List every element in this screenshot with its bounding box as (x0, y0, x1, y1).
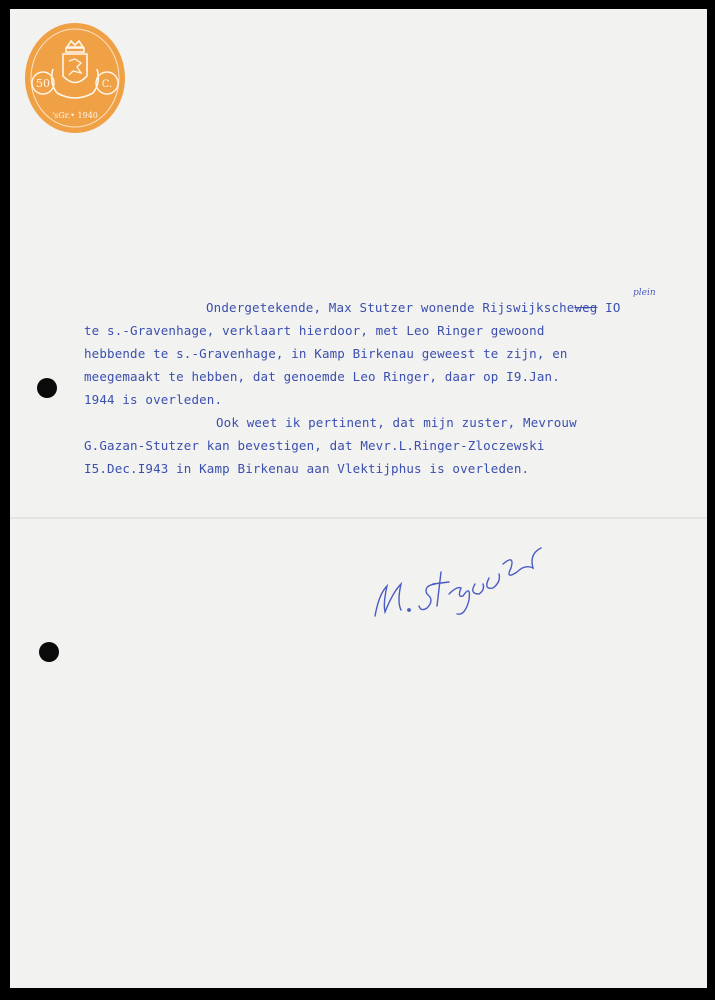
punch-hole-bottom (39, 642, 59, 662)
paragraph-1-line-5: 1944 is overleden. (84, 392, 223, 407)
paragraph-2-line-2: G.Gazan-Stutzer kan bevestigen, dat Mevr.L.Ringer-Zloczewski (84, 438, 545, 453)
handwritten-correction: plein (633, 288, 656, 298)
line-text: IO (597, 300, 621, 315)
signature (365, 524, 545, 634)
paragraph-2-line-3: I5.Dec.I943 in Kamp Birkenau aan Vlektijphus is overleden. (84, 461, 530, 476)
fold-line (10, 517, 707, 519)
stamp-caption: 'sGr.• 1940 (52, 111, 98, 120)
stamp-value: 50 (36, 77, 50, 90)
paragraph-1-line-3: hebbende te s.-Gravenhage, in Kamp Birkenau geweest te zijn, en (84, 346, 568, 361)
line-text: Ondergetekende, Max Stutzer wonende Rijswijksche (206, 300, 575, 315)
paragraph-1-line-2: te s.-Gravenhage, verklaart hierdoor, met Leo Ringer gewoond (84, 323, 545, 338)
punch-hole-top (37, 378, 57, 398)
struck-text: weg (574, 300, 598, 315)
revenue-stamp (23, 21, 127, 135)
paragraph-1-line-1 (206, 300, 621, 316)
paragraph-1-line-4: meegemaakt te hebben, dat genoemde Leo Ringer, daar op I9.Jan. (84, 369, 560, 384)
stamp-currency: C. (101, 79, 113, 90)
paragraph-2-line-1: Ook weet ik pertinent, dat mijn zuster, Mevrouw (216, 415, 577, 430)
document-page (10, 9, 707, 988)
